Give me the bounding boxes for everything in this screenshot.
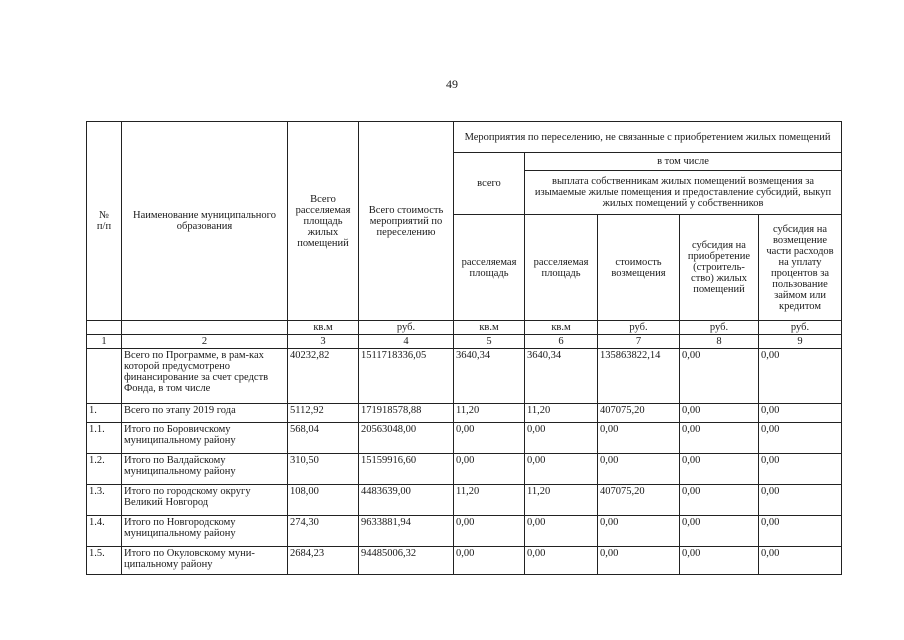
- header-resettled-area-b: расселяемая площадь: [525, 215, 598, 321]
- row-cost-total: 9633881,94: [359, 516, 454, 547]
- column-number: 5: [454, 335, 525, 349]
- unit-cell: руб.: [359, 321, 454, 335]
- row-subsidy-purchase: 0,00: [680, 547, 759, 575]
- row-subsidy-purchase: 0,00: [680, 485, 759, 516]
- row-compensation-cost: 407075,20: [598, 485, 680, 516]
- unit-cell: руб.: [598, 321, 680, 335]
- row-area-total: 108,00: [288, 485, 359, 516]
- row-all: 0,00: [454, 454, 525, 485]
- header-area-total: Всего расселяемая площадь жилых помещений: [288, 122, 359, 321]
- column-number: 4: [359, 335, 454, 349]
- header-resettled-area-a: расселяемая площадь: [454, 215, 525, 321]
- row-compensation-cost: 0,00: [598, 423, 680, 454]
- header-compensation-cost: стоимость возмещения: [598, 215, 680, 321]
- row-subsidy-interest: 0,00: [759, 547, 842, 575]
- row-all: 11,20: [454, 404, 525, 423]
- resettlement-table: [86, 121, 842, 575]
- row-cost-total: 1511718336,05: [359, 349, 454, 404]
- row-name: Итого по Боровичскому муниципальному району: [122, 423, 288, 454]
- header-payment: выплата собственникам жилых помещений возмещения за изымаемые жилые помещения и предоставление субсидий, выкуп жилых помещений у собственников: [525, 171, 842, 215]
- row-name: Всего по этапу 2019 года: [122, 404, 288, 423]
- row-compensation-cost: 407075,20: [598, 404, 680, 423]
- row-compensation-cost: 0,00: [598, 454, 680, 485]
- row-resettled-area: 0,00: [525, 423, 598, 454]
- row-num: 1.1.: [87, 423, 122, 454]
- table-row: [87, 423, 842, 454]
- row-cost-total: 94485006,32: [359, 547, 454, 575]
- row-num: 1.5.: [87, 547, 122, 575]
- row-num: 1.: [87, 404, 122, 423]
- row-subsidy-interest: 0,00: [759, 423, 842, 454]
- table-row: [87, 454, 842, 485]
- column-number: 2: [122, 335, 288, 349]
- unit-cell: руб.: [680, 321, 759, 335]
- row-all: 0,00: [454, 516, 525, 547]
- unit-cell: руб.: [759, 321, 842, 335]
- row-subsidy-purchase: 0,00: [680, 404, 759, 423]
- row-name: Итого по Валдайскому муниципальному району: [122, 454, 288, 485]
- row-subsidy-interest: 0,00: [759, 454, 842, 485]
- row-name: Итого по Новгородскому муниципальному району: [122, 516, 288, 547]
- row-all: 11,20: [454, 485, 525, 516]
- row-subsidy-interest: 0,00: [759, 485, 842, 516]
- row-num: 1.4.: [87, 516, 122, 547]
- unit-cell: кв.м: [525, 321, 598, 335]
- row-compensation-cost: 0,00: [598, 547, 680, 575]
- column-number-row: [87, 335, 842, 349]
- units-row: [87, 321, 842, 335]
- row-name: Итого по Окуловскому муни-ципальному району: [122, 547, 288, 575]
- column-number: 9: [759, 335, 842, 349]
- table-row: [87, 404, 842, 423]
- row-area-total: 5112,92: [288, 404, 359, 423]
- column-number: 8: [680, 335, 759, 349]
- row-compensation-cost: 0,00: [598, 516, 680, 547]
- header-subsidy-interest: субсидия на возмещение части расходов на уплату процентов за пользование займом или кредитом: [759, 215, 842, 321]
- row-resettled-area: 11,20: [525, 404, 598, 423]
- row-area-total: 568,04: [288, 423, 359, 454]
- unit-cell: кв.м: [288, 321, 359, 335]
- table-row: [87, 485, 842, 516]
- header-activities: Мероприятия по переселению, не связанные с приобретением жилых помещений: [454, 122, 842, 153]
- unit-cell: [87, 321, 122, 335]
- row-resettled-area: 3640,34: [525, 349, 598, 404]
- row-subsidy-purchase: 0,00: [680, 423, 759, 454]
- row-cost-total: 15159916,60: [359, 454, 454, 485]
- header-name: Наименование муниципального образования: [122, 122, 288, 321]
- column-number: 6: [525, 335, 598, 349]
- row-all: 0,00: [454, 547, 525, 575]
- column-number: 7: [598, 335, 680, 349]
- header-subsidy-purchase: субсидия на приобретение (строитель-ство) жилых помещений: [680, 215, 759, 321]
- row-all: 3640,34: [454, 349, 525, 404]
- row-area-total: 274,30: [288, 516, 359, 547]
- row-subsidy-purchase: 0,00: [680, 454, 759, 485]
- row-all: 0,00: [454, 423, 525, 454]
- row-num: 1.3.: [87, 485, 122, 516]
- column-number: 1: [87, 335, 122, 349]
- row-resettled-area: 0,00: [525, 547, 598, 575]
- row-resettled-area: 0,00: [525, 516, 598, 547]
- row-subsidy-interest: 0,00: [759, 349, 842, 404]
- unit-cell: кв.м: [454, 321, 525, 335]
- table-row: [87, 547, 842, 575]
- row-resettled-area: 0,00: [525, 454, 598, 485]
- header-cost-total: Всего стоимость мероприятий по переселению: [359, 122, 454, 321]
- row-name: Итого по городскому округу Великий Новгород: [122, 485, 288, 516]
- row-num: 1.2.: [87, 454, 122, 485]
- table-row: [87, 516, 842, 547]
- row-subsidy-purchase: 0,00: [680, 516, 759, 547]
- row-cost-total: 171918578,88: [359, 404, 454, 423]
- table-row: [87, 349, 842, 404]
- row-subsidy-interest: 0,00: [759, 404, 842, 423]
- column-number: 3: [288, 335, 359, 349]
- row-cost-total: 4483639,00: [359, 485, 454, 516]
- row-resettled-area: 11,20: [525, 485, 598, 516]
- row-subsidy-interest: 0,00: [759, 516, 842, 547]
- row-num: [87, 349, 122, 404]
- row-area-total: 40232,82: [288, 349, 359, 404]
- unit-cell: [122, 321, 288, 335]
- header-num: № п/п: [87, 122, 122, 321]
- row-compensation-cost: 135863822,14: [598, 349, 680, 404]
- row-area-total: 310,50: [288, 454, 359, 485]
- header-including: в том числе: [525, 153, 842, 171]
- header-all: всего: [454, 153, 525, 215]
- row-area-total: 2684,23: [288, 547, 359, 575]
- row-cost-total: 20563048,00: [359, 423, 454, 454]
- page-number: 49: [446, 77, 458, 91]
- row-name: Всего по Программе, в рам-ках которой предусмотрено финансирование за счет средств Фонда, в том числе: [122, 349, 288, 404]
- row-subsidy-purchase: 0,00: [680, 349, 759, 404]
